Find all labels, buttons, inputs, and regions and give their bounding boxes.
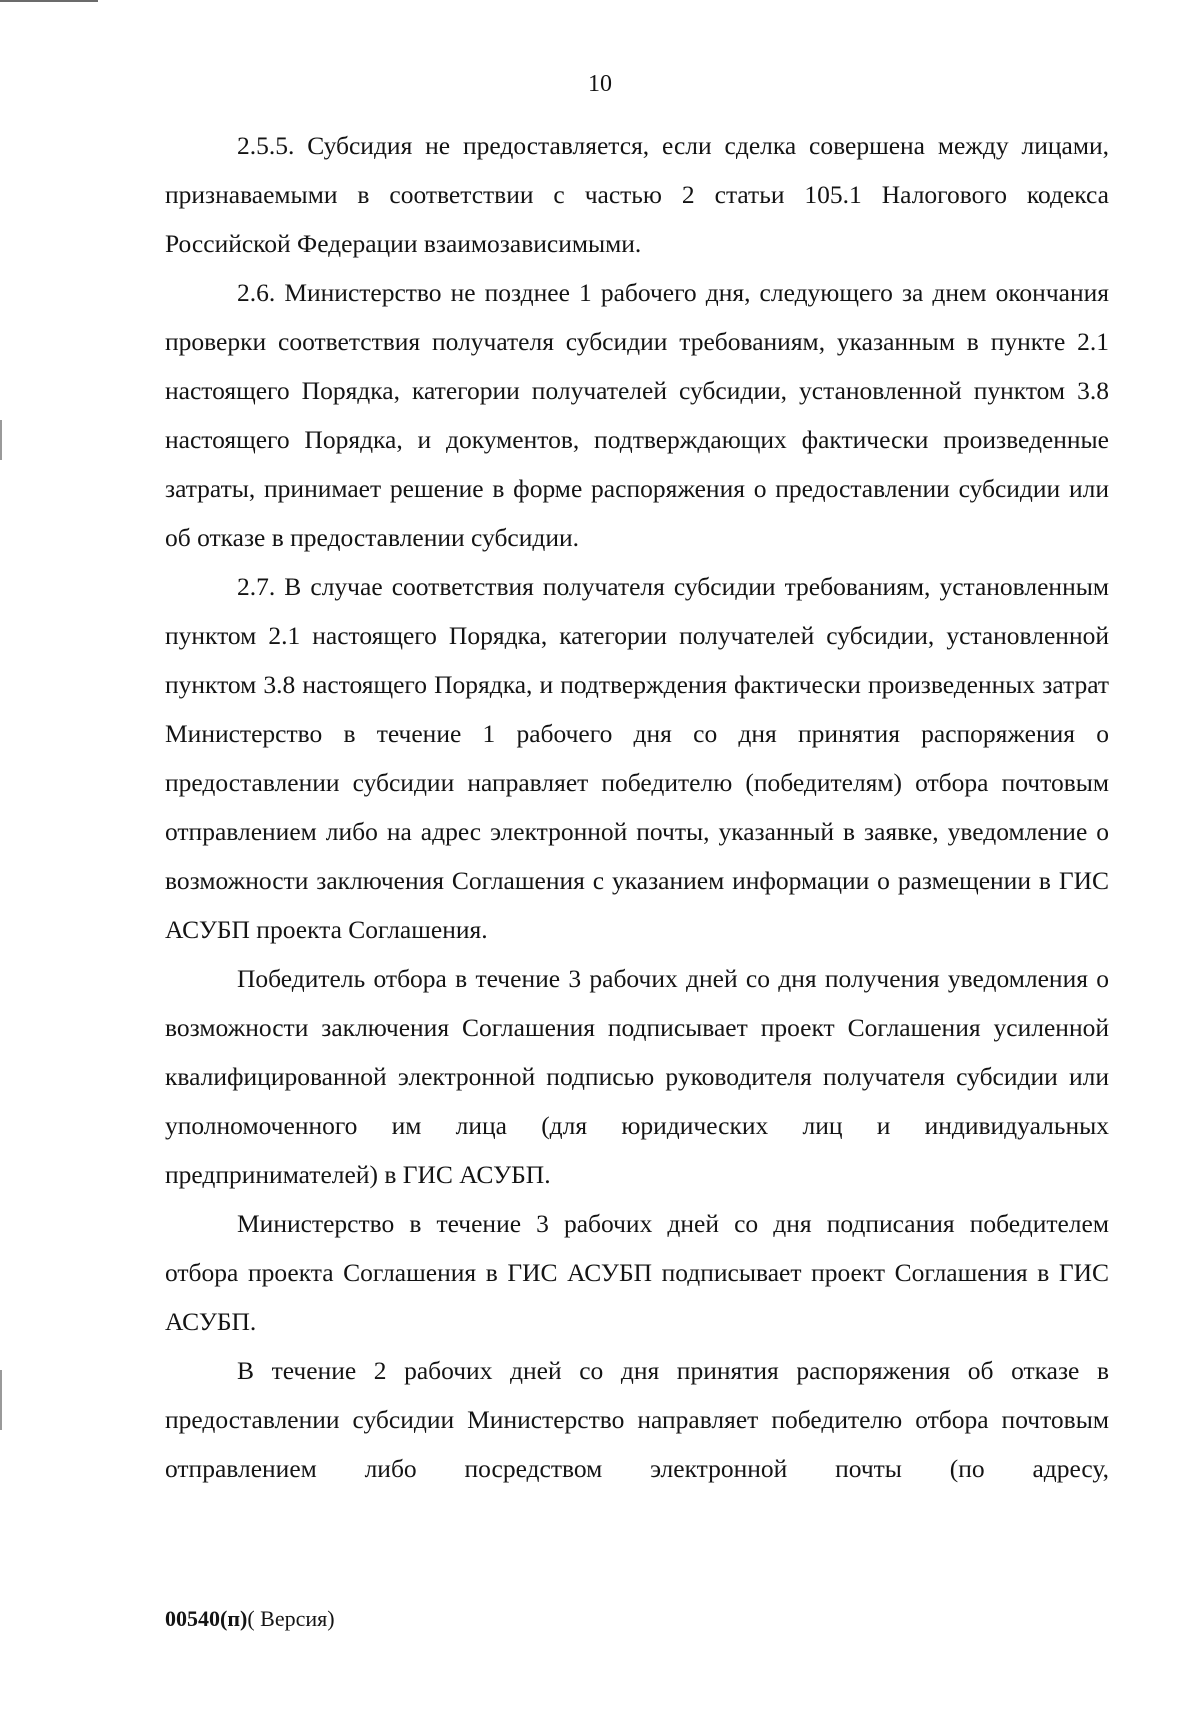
document-footer [165,1604,335,1634]
document-code: 00540(п) [165,1606,248,1631]
document-body [165,121,1109,1493]
scan-edge-mark [0,1370,2,1430]
paragraph-winner-signing: Победитель отбора в течение 3 рабочих дней со дня получения уведомления о возможности заключения Соглашения подписывает проект Соглашения усиленной квалифицированной электронной подписью руководителя получателя субсидии или уполномоченного им лица (для юридических лиц и индивидуальных предпринимателей) в ГИС АСУБП. [165,964,1109,1189]
paragraph-2-5-5: 2.5.5. Субсидия не предоставляется, если сделка совершена между лицами, признаваемыми в соответствии с частью 2 статьи 105.1 Налогового кодекса Российской Федерации взаимозависимыми. [165,131,1109,258]
scan-edge-mark [0,420,2,460]
page-number: 10 [588,71,612,97]
paragraph-ministry-signing: Министерство в течение 3 рабочих дней со дня подписания победителем отбора проекта Соглашения в ГИС АСУБП подписывает проект Соглашения в ГИС АСУБП. [165,1209,1109,1336]
paragraph-2-7: 2.7. В случае соответствия получателя субсидии требованиям, установленным пунктом 2.1 настоящего Порядка, категории получателей субсидии, установленной пунктом 3.8 настоящего Порядка, и подтверждения фактически произведенных затрат Министерство в течение 1 рабочего дня со дня принятия распоряжения о предоставлении субсидии направляет победителю (победителям) отбора почтовым отправлением либо на адрес электронной почты, указанный в заявке, уведомление о возможности заключения Соглашения с указанием информации о размещении в ГИС АСУБП проекта Соглашения. [165,572,1109,944]
scan-edge-mark [0,0,98,2]
paragraph-2-6: 2.6. Министерство не позднее 1 рабочего дня, следующего за днем окончания проверки соответствия получателя субсидии требованиям, указанным в пункте 2.1 настоящего Порядка, категории получателей субсидии, установленной пунктом 3.8 настоящего Порядка, и документов, подтверждающих фактически произведенные затраты, принимает решение в форме распоряжения о предоставлении субсидии или об отказе в предоставлении субсидии. [165,278,1109,552]
document-version: ( Версия) [247,1606,335,1631]
paragraph-refusal-notice: В течение 2 рабочих дней со дня принятия распоряжения об отказе в предоставлении субсидии Министерство направляет победителю отбора почтовым отправлением либо посредством электронной почты (по адресу, [165,1356,1109,1483]
